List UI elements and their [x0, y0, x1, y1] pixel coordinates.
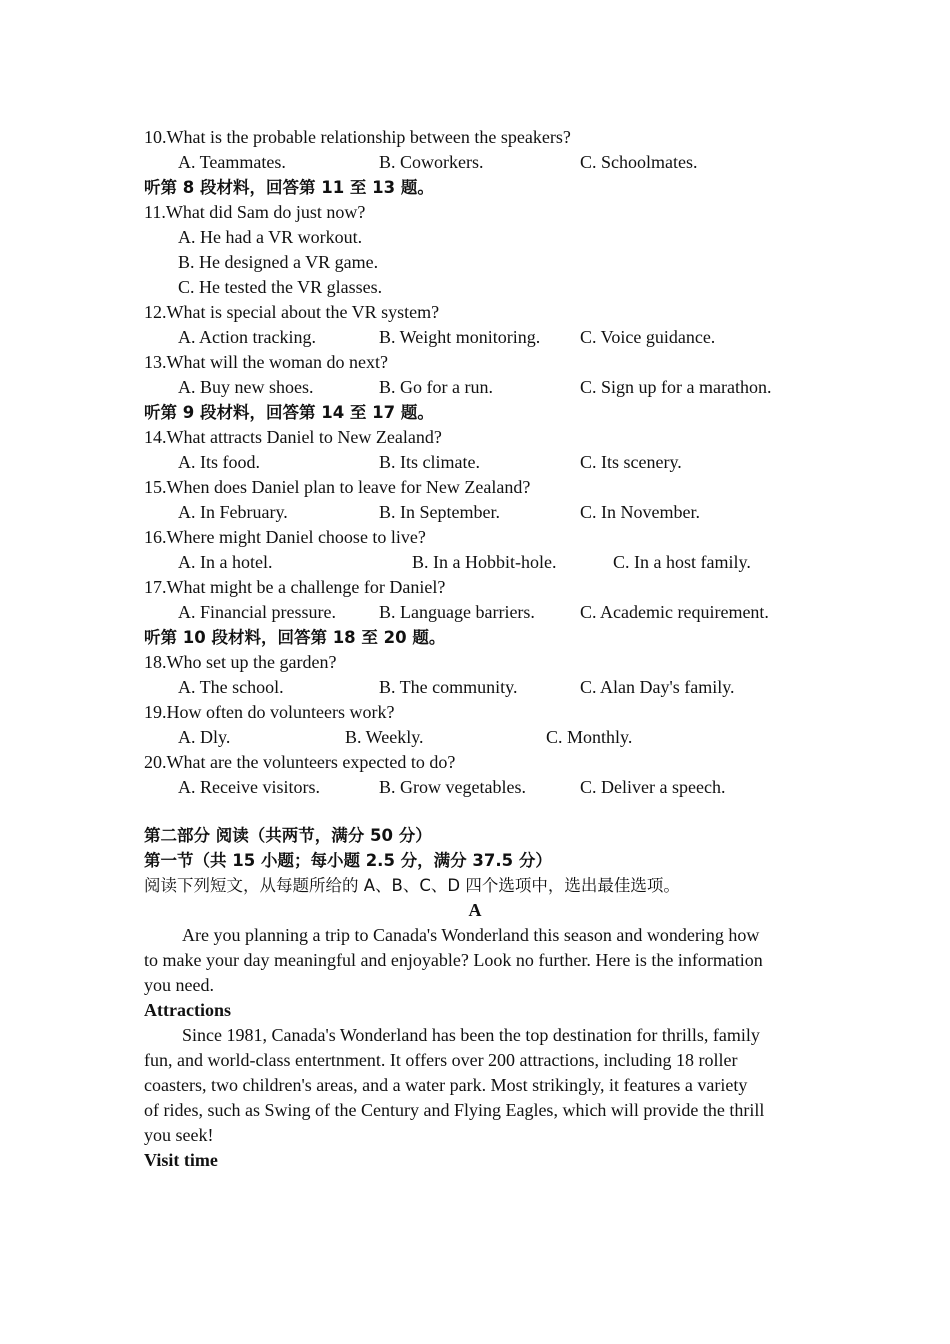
attractions-line-2: fun, and world-class entertnment. It offers over 200 attractions, including 18 roller — [144, 1050, 738, 1070]
question-20-stem: 20.What are the volunteers expected to do? — [144, 752, 456, 772]
q13-option-b: B. Go for a run. — [379, 377, 493, 397]
question-12-stem: 12.What is special about the VR system? — [144, 302, 440, 322]
q20-option-a: A. Receive visitors. — [178, 777, 320, 797]
q20-option-c: C. Deliver a speech. — [580, 777, 726, 797]
q18-option-c: C. Alan Day's family. — [580, 677, 735, 697]
question-15-stem: 15.When does Daniel plan to leave for New Zealand? — [144, 477, 531, 497]
attractions-line-3: coasters, two children's areas, and a water park. Most strikingly, it features a variety — [144, 1075, 748, 1095]
q19-option-a: A. Dly. — [178, 727, 231, 747]
attractions-line-4: of rides, such as Swing of the Century and Flying Eagles, which will provide the thrill — [144, 1100, 765, 1120]
attractions-line-5: you seek! — [144, 1125, 214, 1145]
q16-option-c: C. In a host family. — [613, 552, 751, 572]
q13-option-c: C. Sign up for a marathon. — [580, 377, 772, 397]
q10-option-b: B. Coworkers. — [379, 152, 484, 172]
q15-option-b: B. In September. — [379, 502, 500, 522]
question-19-stem: 19.How often do volunteers work? — [144, 702, 395, 722]
intro-line-1: Are you planning a trip to Canada's Wonderland this season and wondering how — [182, 925, 760, 945]
q17-option-c: C. Academic requirement. — [580, 602, 769, 622]
question-16-stem: 16.Where might Daniel choose to live? — [144, 527, 426, 547]
q12-option-c: C. Voice guidance. — [580, 327, 716, 347]
q18-option-b: B. The community. — [379, 677, 518, 697]
visit-time-title: Visit time — [144, 1150, 218, 1170]
attractions-line-1: Since 1981, Canada's Wonderland has been the top destination for thrills, family — [182, 1025, 760, 1045]
q10-option-a: A. Teammates. — [178, 152, 286, 172]
attractions-title: Attractions — [144, 1000, 231, 1020]
q19-option-b: B. Weekly. — [345, 727, 424, 747]
q17-option-b: B. Language barriers. — [379, 602, 535, 622]
intro-line-2: to make your day meaningful and enjoyable? Look no further. Here is the information — [144, 950, 763, 970]
section-9-heading: 听第 9 段材料，回答第 14 至 17 题。 — [144, 403, 434, 422]
q12-option-b: B. Weight monitoring. — [379, 327, 541, 347]
question-13-stem: 13.What will the woman do next? — [144, 352, 388, 372]
section-8-heading: 听第 8 段材料，回答第 11 至 13 题。 — [144, 178, 434, 197]
q14-option-a: A. Its food. — [178, 452, 260, 472]
q20-option-b: B. Grow vegetables. — [379, 777, 526, 797]
q11-option-a: A. He had a VR workout. — [178, 227, 363, 247]
question-18-stem: 18.Who set up the garden? — [144, 652, 337, 672]
q13-option-a: A. Buy new shoes. — [178, 377, 314, 397]
q11-option-c: C. He tested the VR glasses. — [178, 277, 383, 297]
q10-option-c: C. Schoolmates. — [580, 152, 698, 172]
q11-option-b: B. He designed a VR game. — [178, 252, 379, 272]
section-10-heading: 听第 10 段材料，回答第 18 至 20 题。 — [144, 628, 446, 647]
reading-instructions: 阅读下列短文，从每题所给的 A、B、C、D 四个选项中，选出最佳选项。 — [144, 876, 680, 895]
q15-option-a: A. In February. — [178, 502, 288, 522]
section-1-heading: 第一节（共 15 小题；每小题 2.5 分，满分 37.5 分） — [144, 851, 552, 870]
intro-line-3: you need. — [144, 975, 214, 995]
question-17-stem: 17.What might be a challenge for Daniel? — [144, 577, 446, 597]
q16-option-a: A. In a hotel. — [178, 552, 273, 572]
q19-option-c: C. Monthly. — [546, 727, 633, 747]
q18-option-a: A. The school. — [178, 677, 284, 697]
q16-option-b: B. In a Hobbit-hole. — [412, 552, 557, 572]
q14-option-c: C. Its scenery. — [580, 452, 682, 472]
q12-option-a: A. Action tracking. — [178, 327, 316, 347]
q17-option-a: A. Financial pressure. — [178, 602, 336, 622]
q14-option-b: B. Its climate. — [379, 452, 480, 472]
question-10-stem: 10.What is the probable relationship between the speakers? — [144, 127, 571, 147]
question-14-stem: 14.What attracts Daniel to New Zealand? — [144, 427, 442, 447]
q15-option-c: C. In November. — [580, 502, 700, 522]
part-2-heading: 第二部分 阅读（共两节，满分 50 分） — [144, 826, 432, 845]
question-11-stem: 11.What did Sam do just now? — [144, 202, 366, 222]
passage-label: A — [468, 900, 482, 920]
